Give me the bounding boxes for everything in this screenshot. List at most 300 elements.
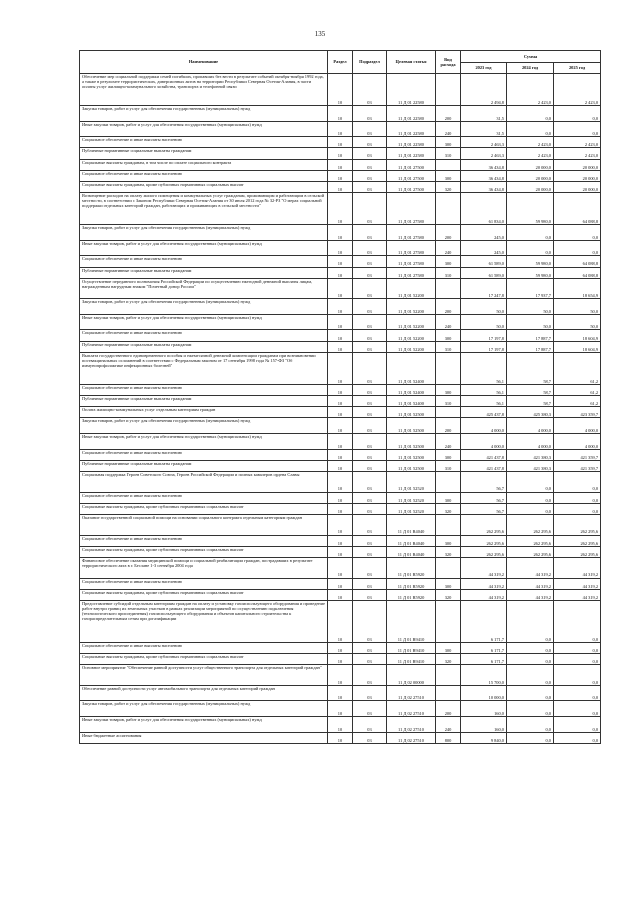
cell-expense-type bbox=[436, 193, 461, 225]
table-row bbox=[80, 148, 601, 159]
cell-section: 10 bbox=[328, 654, 353, 665]
cell-expense-type: 300 bbox=[436, 256, 461, 267]
cell-sum-2025: 20 000,0 bbox=[554, 159, 601, 170]
cell-sum-2025: 61,2 bbox=[554, 396, 601, 407]
cell-sum-2024: 262 295,6 bbox=[507, 546, 554, 557]
cell-name: Закупка товаров, работ и услуг для обеспечения государственных (муниципальных) нужд bbox=[80, 418, 328, 434]
table-row bbox=[80, 396, 601, 407]
cell-sum-2025: 0,0 bbox=[554, 665, 601, 686]
cell-section: 10 bbox=[328, 407, 353, 418]
cell-target-article: 11 Д 02 27510 bbox=[387, 701, 436, 717]
table-row bbox=[80, 106, 601, 122]
cell-expense-type: 300 bbox=[436, 137, 461, 148]
cell-target-article: 11 Д 01 R9410 bbox=[387, 654, 436, 665]
cell-subsection: 03 bbox=[353, 74, 387, 106]
cell-name: Оплата жилищно-коммунальных услуг отдельным категориям граждан bbox=[80, 407, 328, 418]
table-row bbox=[80, 732, 601, 743]
cell-sum-2024: 44 319,2 bbox=[507, 589, 554, 600]
cell-section: 10 bbox=[328, 492, 353, 503]
header-name: Наименование bbox=[80, 51, 328, 74]
cell-expense-type: 240 bbox=[436, 314, 461, 330]
cell-sum-2023: 4 000,0 bbox=[461, 418, 507, 434]
cell-subsection: 03 bbox=[353, 449, 387, 460]
cell-sum-2024: 0,0 bbox=[507, 717, 554, 733]
cell-sum-2023: 262 295,6 bbox=[461, 535, 507, 546]
page-number: 135 bbox=[314, 30, 326, 38]
cell-subsection: 03 bbox=[353, 418, 387, 434]
cell-section: 10 bbox=[328, 137, 353, 148]
cell-section: 10 bbox=[328, 460, 353, 471]
cell-expense-type bbox=[436, 685, 461, 701]
cell-section: 10 bbox=[328, 557, 353, 578]
cell-section: 10 bbox=[328, 159, 353, 170]
cell-name: Основное мероприятие "Обеспечение равной доступности услуг общественного транспорта для отдельных категорий граждан" bbox=[80, 665, 328, 686]
cell-expense-type: 200 bbox=[436, 701, 461, 717]
cell-name: Оказание государственной социальной помощи на основании социального контракта отдельным категориям граждан bbox=[80, 514, 328, 535]
cell-target-article: 11 Д 02 27510 bbox=[387, 685, 436, 701]
cell-section: 10 bbox=[328, 267, 353, 278]
cell-section: 10 bbox=[328, 74, 353, 106]
cell-expense-type: 320 bbox=[436, 503, 461, 514]
cell-sum-2023: 44 319,2 bbox=[461, 589, 507, 600]
header-year-2023: 2023 год bbox=[461, 63, 507, 74]
table-row bbox=[80, 434, 601, 450]
cell-sum-2023: 36 434,8 bbox=[461, 159, 507, 170]
cell-sum-2024: 262 295,6 bbox=[507, 514, 554, 535]
cell-subsection: 03 bbox=[353, 352, 387, 384]
table-row bbox=[80, 159, 601, 170]
cell-target-article: 11 Д 01 22580 bbox=[387, 121, 436, 137]
table-row bbox=[80, 460, 601, 471]
cell-name: Социальные выплаты гражданам, кроме публичных нормативных социальных выплат bbox=[80, 589, 328, 600]
table-row bbox=[80, 514, 601, 535]
cell-sum-2023: 2 494,8 bbox=[461, 74, 507, 106]
cell-sum-2024: 20 000,0 bbox=[507, 170, 554, 181]
header-subsection: Подраздел bbox=[353, 51, 387, 74]
cell-sum-2024: 0,0 bbox=[507, 665, 554, 686]
cell-sum-2025: 0,0 bbox=[554, 685, 601, 701]
cell-target-article: 11 Д 01 52400 bbox=[387, 384, 436, 395]
cell-sum-2024: 262 295,6 bbox=[507, 535, 554, 546]
table-row bbox=[80, 225, 601, 241]
table-row bbox=[80, 352, 601, 384]
cell-target-article: 11 Д 01 52400 bbox=[387, 396, 436, 407]
budget-table bbox=[79, 50, 601, 744]
cell-target-article: 11 Д 01 27500 bbox=[387, 181, 436, 192]
cell-name: Социальные выплаты гражданам, кроме публичных нормативных социальных выплат bbox=[80, 181, 328, 192]
cell-section: 10 bbox=[328, 418, 353, 434]
cell-section: 10 bbox=[328, 299, 353, 315]
cell-expense-type: 300 bbox=[436, 642, 461, 653]
cell-sum-2023: 50,0 bbox=[461, 299, 507, 315]
cell-name: Публичные нормативные социальные выплаты гражданам bbox=[80, 341, 328, 352]
cell-name: Публичные нормативные социальные выплаты гражданам bbox=[80, 267, 328, 278]
cell-section: 10 bbox=[328, 181, 353, 192]
cell-subsection: 03 bbox=[353, 546, 387, 557]
cell-expense-type: 300 bbox=[436, 384, 461, 395]
cell-expense-type: 320 bbox=[436, 589, 461, 600]
cell-sum-2023: 160,0 bbox=[461, 701, 507, 717]
cell-sum-2024: 0,0 bbox=[507, 654, 554, 665]
cell-expense-type: 300 bbox=[436, 535, 461, 546]
cell-subsection: 03 bbox=[353, 299, 387, 315]
cell-sum-2023: 61 589,0 bbox=[461, 267, 507, 278]
table-row bbox=[80, 600, 601, 642]
table-row bbox=[80, 256, 601, 267]
cell-sum-2025: 262 295,6 bbox=[554, 514, 601, 535]
cell-sum-2025: 2 423,0 bbox=[554, 74, 601, 106]
cell-name: Публичные нормативные социальные выплаты гражданам bbox=[80, 460, 328, 471]
table-row bbox=[80, 330, 601, 341]
cell-sum-2025: 50,0 bbox=[554, 314, 601, 330]
cell-expense-type: 240 bbox=[436, 717, 461, 733]
cell-subsection: 03 bbox=[353, 654, 387, 665]
cell-sum-2023: 6 171,7 bbox=[461, 642, 507, 653]
cell-subsection: 03 bbox=[353, 665, 387, 686]
cell-subsection: 03 bbox=[353, 267, 387, 278]
cell-target-article: 11 Д 01 R4040 bbox=[387, 535, 436, 546]
cell-sum-2025: 64 088,8 bbox=[554, 256, 601, 267]
cell-target-article: 11 Д 01 52500 bbox=[387, 418, 436, 434]
cell-sum-2025: 44 319,2 bbox=[554, 589, 601, 600]
cell-sum-2024: 50,0 bbox=[507, 314, 554, 330]
header-sum: Сумма bbox=[461, 51, 601, 63]
cell-sum-2025: 61,2 bbox=[554, 352, 601, 384]
cell-sum-2025: 262 295,6 bbox=[554, 535, 601, 546]
cell-target-article: 11 Д 01 R4040 bbox=[387, 514, 436, 535]
cell-section: 10 bbox=[328, 352, 353, 384]
cell-sum-2025: 18 604,9 bbox=[554, 341, 601, 352]
table-row bbox=[80, 240, 601, 256]
cell-target-article: 11 Д 01 27580 bbox=[387, 240, 436, 256]
table-row bbox=[80, 121, 601, 137]
cell-name: Социальное обеспечение и иные выплаты населению bbox=[80, 330, 328, 341]
cell-sum-2023: 31,5 bbox=[461, 121, 507, 137]
cell-expense-type: 320 bbox=[436, 546, 461, 557]
cell-expense-type: 310 bbox=[436, 148, 461, 159]
cell-name: Социальные выплаты гражданам, кроме публичных нормативных социальных выплат bbox=[80, 546, 328, 557]
cell-sum-2024: 0,0 bbox=[507, 240, 554, 256]
cell-target-article: 11 Д 02 27510 bbox=[387, 717, 436, 733]
cell-expense-type: 310 bbox=[436, 341, 461, 352]
cell-subsection: 03 bbox=[353, 181, 387, 192]
cell-target-article: 11 Д 01 27580 bbox=[387, 225, 436, 241]
cell-name: Социальные выплаты гражданам, кроме публичных нормативных социальных выплат bbox=[80, 503, 328, 514]
table-row bbox=[80, 589, 601, 600]
cell-target-article: 11 Д 01 52520 bbox=[387, 503, 436, 514]
cell-section: 10 bbox=[328, 685, 353, 701]
cell-name: Социальные выплаты гражданам, в том числе по оплате социального контракта bbox=[80, 159, 328, 170]
cell-sum-2023: 36 434,8 bbox=[461, 170, 507, 181]
cell-subsection: 03 bbox=[353, 503, 387, 514]
cell-sum-2025: 423 359,7 bbox=[554, 407, 601, 418]
cell-target-article: 11 Д 01 52500 bbox=[387, 434, 436, 450]
cell-sum-2024: 17 887,7 bbox=[507, 330, 554, 341]
cell-target-article: 11 Д 01 52400 bbox=[387, 352, 436, 384]
cell-section: 10 bbox=[328, 384, 353, 395]
cell-subsection: 03 bbox=[353, 314, 387, 330]
cell-name: Социальное обеспечение и иные выплаты населению bbox=[80, 642, 328, 653]
cell-sum-2024: 0,0 bbox=[507, 685, 554, 701]
cell-section: 10 bbox=[328, 642, 353, 653]
cell-expense-type: 310 bbox=[436, 460, 461, 471]
cell-expense-type: 240 bbox=[436, 121, 461, 137]
cell-sum-2023: 6 171,7 bbox=[461, 654, 507, 665]
cell-name: Социальное обеспечение и иные выплаты населению bbox=[80, 535, 328, 546]
cell-sum-2023: 6 171,7 bbox=[461, 600, 507, 642]
table-row bbox=[80, 557, 601, 578]
cell-sum-2025: 0,0 bbox=[554, 121, 601, 137]
cell-name: Закупка товаров, работ и услуг для обеспечения государственных (муниципальных) нужд bbox=[80, 106, 328, 122]
cell-sum-2023: 2 463,3 bbox=[461, 137, 507, 148]
table-row bbox=[80, 503, 601, 514]
cell-expense-type: 310 bbox=[436, 267, 461, 278]
cell-sum-2023: 9 840,0 bbox=[461, 732, 507, 743]
cell-sum-2025: 4 000,0 bbox=[554, 418, 601, 434]
cell-target-article: 11 Д 01 52200 bbox=[387, 299, 436, 315]
cell-target-article: 11 Д 01 52500 bbox=[387, 449, 436, 460]
cell-section: 10 bbox=[328, 449, 353, 460]
cell-section: 10 bbox=[328, 600, 353, 642]
cell-sum-2025: 0,0 bbox=[554, 642, 601, 653]
cell-name: Закупка товаров, работ и услуг для обеспечения государственных (муниципальных) нужд bbox=[80, 225, 328, 241]
cell-sum-2025: 0,0 bbox=[554, 492, 601, 503]
table-row bbox=[80, 193, 601, 225]
cell-name: Социальное обеспечение и иные выплаты населению bbox=[80, 449, 328, 460]
cell-sum-2023: 4 000,0 bbox=[461, 434, 507, 450]
cell-section: 10 bbox=[328, 701, 353, 717]
cell-expense-type: 200 bbox=[436, 225, 461, 241]
cell-section: 10 bbox=[328, 314, 353, 330]
cell-sum-2023: 56,1 bbox=[461, 352, 507, 384]
cell-subsection: 03 bbox=[353, 384, 387, 395]
cell-sum-2023: 15 700,0 bbox=[461, 665, 507, 686]
cell-target-article: 11 Д 01 22580 bbox=[387, 137, 436, 148]
cell-section: 10 bbox=[328, 330, 353, 341]
cell-sum-2025: 0,0 bbox=[554, 106, 601, 122]
cell-expense-type: 200 bbox=[436, 418, 461, 434]
cell-target-article: 11 Д 01 R5920 bbox=[387, 589, 436, 600]
cell-target-article: 11 Д 01 22580 bbox=[387, 106, 436, 122]
cell-subsection: 03 bbox=[353, 642, 387, 653]
cell-sum-2025: 64 088,8 bbox=[554, 193, 601, 225]
cell-sum-2025: 20 000,0 bbox=[554, 181, 601, 192]
cell-sum-2024: 0,0 bbox=[507, 471, 554, 492]
table-row bbox=[80, 546, 601, 557]
cell-subsection: 03 bbox=[353, 434, 387, 450]
cell-section: 10 bbox=[328, 514, 353, 535]
cell-name: Обеспечение мер социальной поддержки семей погибших, пропавших без вести в результате событий октября-ноября 1992 года, а также в результате террористических, диверсионных актов на территории Республики Северная Осетия-Алания, в части оплаты услуг жилищно-коммунального хозяйства, транспорта и телефонной связи bbox=[80, 74, 328, 106]
cell-target-article: 11 Д 02 00000 bbox=[387, 665, 436, 686]
cell-sum-2023: 56,1 bbox=[461, 384, 507, 395]
cell-subsection: 03 bbox=[353, 225, 387, 241]
cell-sum-2025: 64 088,8 bbox=[554, 267, 601, 278]
cell-expense-type bbox=[436, 557, 461, 578]
cell-sum-2024: 0,0 bbox=[507, 225, 554, 241]
table-row bbox=[80, 418, 601, 434]
table-row bbox=[80, 181, 601, 192]
cell-section: 10 bbox=[328, 121, 353, 137]
cell-section: 10 bbox=[328, 546, 353, 557]
cell-sum-2023: 262 295,6 bbox=[461, 546, 507, 557]
cell-sum-2024: 2 423,0 bbox=[507, 137, 554, 148]
header-section: Раздел bbox=[328, 51, 353, 74]
cell-expense-type: 300 bbox=[436, 330, 461, 341]
cell-subsection: 03 bbox=[353, 407, 387, 418]
cell-target-article: 11 Д 01 R4040 bbox=[387, 546, 436, 557]
cell-sum-2023: 44 319,2 bbox=[461, 578, 507, 589]
cell-sum-2024: 59 980,0 bbox=[507, 267, 554, 278]
cell-section: 10 bbox=[328, 471, 353, 492]
cell-expense-type bbox=[436, 74, 461, 106]
table-row bbox=[80, 685, 601, 701]
table-row bbox=[80, 278, 601, 299]
cell-expense-type: 320 bbox=[436, 654, 461, 665]
cell-sum-2025: 0,0 bbox=[554, 600, 601, 642]
cell-sum-2023: 421 437,8 bbox=[461, 460, 507, 471]
cell-sum-2024: 17 887,7 bbox=[507, 341, 554, 352]
cell-sum-2024: 4 000,0 bbox=[507, 434, 554, 450]
table-row bbox=[80, 578, 601, 589]
cell-sum-2025: 0,0 bbox=[554, 471, 601, 492]
cell-subsection: 03 bbox=[353, 685, 387, 701]
cell-subsection: 03 bbox=[353, 600, 387, 642]
cell-sum-2023: 36 434,8 bbox=[461, 181, 507, 192]
cell-sum-2025: 421 359,7 bbox=[554, 449, 601, 460]
cell-section: 10 bbox=[328, 341, 353, 352]
cell-target-article: 11 Д 01 52500 bbox=[387, 407, 436, 418]
cell-name: Публичные нормативные социальные выплаты гражданам bbox=[80, 148, 328, 159]
cell-sum-2025: 4 000,0 bbox=[554, 434, 601, 450]
cell-sum-2024: 0,0 bbox=[507, 106, 554, 122]
cell-name: Иные бюджетные ассигнования bbox=[80, 732, 328, 743]
cell-subsection: 03 bbox=[353, 148, 387, 159]
cell-sum-2025: 0,0 bbox=[554, 701, 601, 717]
cell-subsection: 03 bbox=[353, 514, 387, 535]
cell-target-article: 11 Д 01 R5920 bbox=[387, 578, 436, 589]
cell-sum-2024: 0,0 bbox=[507, 600, 554, 642]
cell-sum-2023: 31,5 bbox=[461, 106, 507, 122]
cell-sum-2024: 421 380,3 bbox=[507, 460, 554, 471]
cell-name: Закупка товаров, работ и услуг для обеспечения государственных (муниципальных) нужд bbox=[80, 299, 328, 315]
cell-name: Социальное обеспечение и иные выплаты населению bbox=[80, 578, 328, 589]
cell-sum-2024: 20 000,0 bbox=[507, 159, 554, 170]
cell-name: Иные закупки товаров, работ и услуг для обеспечения государственных (муниципальных) нужд bbox=[80, 121, 328, 137]
cell-section: 10 bbox=[328, 535, 353, 546]
cell-expense-type bbox=[436, 471, 461, 492]
cell-sum-2024: 50,0 bbox=[507, 299, 554, 315]
table-row bbox=[80, 299, 601, 315]
cell-subsection: 03 bbox=[353, 240, 387, 256]
cell-expense-type: 300 bbox=[436, 492, 461, 503]
cell-name: Предоставление субсидий отдельным категориям граждан на оплату и установку газоиспользующего оборудования и проведение работ внутри границ их земельных участков в рамках реализации мероприятий по осуществлению подключения (технологического присоединения) газоиспользующего оборудования и объектов капитального строительства к газораспределительным сетям при догазификации bbox=[80, 600, 328, 642]
table-row bbox=[80, 701, 601, 717]
cell-target-article: 11 Д 01 22580 bbox=[387, 148, 436, 159]
table-row bbox=[80, 654, 601, 665]
cell-section: 10 bbox=[328, 106, 353, 122]
cell-target-article: 11 Д 01 52520 bbox=[387, 471, 436, 492]
cell-section: 10 bbox=[328, 256, 353, 267]
cell-sum-2025: 44 319,2 bbox=[554, 578, 601, 589]
cell-sum-2024: 4 000,0 bbox=[507, 418, 554, 434]
cell-sum-2024: 20 000,0 bbox=[507, 181, 554, 192]
cell-subsection: 03 bbox=[353, 535, 387, 546]
cell-sum-2024: 425 380,3 bbox=[507, 407, 554, 418]
cell-sum-2024: 0,0 bbox=[507, 701, 554, 717]
cell-target-article: 11 Д 01 27500 bbox=[387, 170, 436, 181]
cell-subsection: 03 bbox=[353, 330, 387, 341]
cell-name: Социальное обеспечение и иные выплаты населению bbox=[80, 256, 328, 267]
cell-sum-2023: 17 247,8 bbox=[461, 278, 507, 299]
cell-sum-2025: 18 604,9 bbox=[554, 330, 601, 341]
cell-sum-2025: 61,2 bbox=[554, 384, 601, 395]
cell-name: Иные закупки товаров, работ и услуг для обеспечения государственных (муниципальных) нужд bbox=[80, 240, 328, 256]
cell-expense-type: 300 bbox=[436, 170, 461, 181]
table-row bbox=[80, 384, 601, 395]
cell-expense-type: 300 bbox=[436, 578, 461, 589]
cell-sum-2024: 0,0 bbox=[507, 503, 554, 514]
cell-sum-2025: 2 423,0 bbox=[554, 148, 601, 159]
cell-expense-type: 200 bbox=[436, 106, 461, 122]
cell-sum-2023: 56,1 bbox=[461, 396, 507, 407]
cell-expense-type bbox=[436, 514, 461, 535]
cell-expense-type bbox=[436, 352, 461, 384]
cell-sum-2024: 0,0 bbox=[507, 492, 554, 503]
cell-sum-2024: 44 319,2 bbox=[507, 557, 554, 578]
table-row bbox=[80, 471, 601, 492]
cell-sum-2024: 58,7 bbox=[507, 384, 554, 395]
cell-section: 10 bbox=[328, 589, 353, 600]
cell-name: Закупка товаров, работ и услуг для обеспечения государственных (муниципальных) нужд bbox=[80, 701, 328, 717]
cell-name: Социальное обеспечение и иные выплаты населению bbox=[80, 137, 328, 148]
cell-section: 10 bbox=[328, 503, 353, 514]
cell-sum-2024: 421 380,3 bbox=[507, 449, 554, 460]
cell-target-article: 11 Д 01 27500 bbox=[387, 159, 436, 170]
cell-expense-type: 200 bbox=[436, 299, 461, 315]
cell-sum-2023: 425 437,8 bbox=[461, 407, 507, 418]
cell-sum-2024: 0,0 bbox=[507, 642, 554, 653]
cell-target-article: 11 Д 01 27580 bbox=[387, 193, 436, 225]
cell-target-article: 11 Д 02 27510 bbox=[387, 732, 436, 743]
cell-target-article: 11 Д 01 22580 bbox=[387, 74, 436, 106]
cell-subsection: 03 bbox=[353, 460, 387, 471]
cell-subsection: 03 bbox=[353, 717, 387, 733]
cell-expense-type: 300 bbox=[436, 449, 461, 460]
cell-target-article: 11 Д 01 52200 bbox=[387, 314, 436, 330]
cell-section: 10 bbox=[328, 434, 353, 450]
cell-subsection: 03 bbox=[353, 106, 387, 122]
cell-subsection: 03 bbox=[353, 193, 387, 225]
cell-sum-2024: 44 319,2 bbox=[507, 578, 554, 589]
cell-section: 10 bbox=[328, 225, 353, 241]
cell-section: 10 bbox=[328, 170, 353, 181]
cell-sum-2025: 50,0 bbox=[554, 299, 601, 315]
cell-sum-2023: 44 319,2 bbox=[461, 557, 507, 578]
cell-name: Осуществление переданного полномочия Российской Федерации по осуществлению ежегодной денежной выплаты лицам, награжденным нагрудным знаком "Почетный донор России" bbox=[80, 278, 328, 299]
cell-expense-type: 310 bbox=[436, 396, 461, 407]
cell-sum-2024: 0,0 bbox=[507, 121, 554, 137]
cell-sum-2025: 18 654,9 bbox=[554, 278, 601, 299]
table-row bbox=[80, 74, 601, 106]
cell-subsection: 03 bbox=[353, 396, 387, 407]
cell-sum-2025: 0,0 bbox=[554, 503, 601, 514]
table-row bbox=[80, 267, 601, 278]
cell-name: Социальная поддержка Героев Советского Союза, Героев Российской Федерации и полных кавалеров ордена Славы bbox=[80, 471, 328, 492]
cell-sum-2025: 0,0 bbox=[554, 225, 601, 241]
cell-expense-type: 240 bbox=[436, 240, 461, 256]
cell-subsection: 03 bbox=[353, 137, 387, 148]
cell-subsection: 03 bbox=[353, 557, 387, 578]
